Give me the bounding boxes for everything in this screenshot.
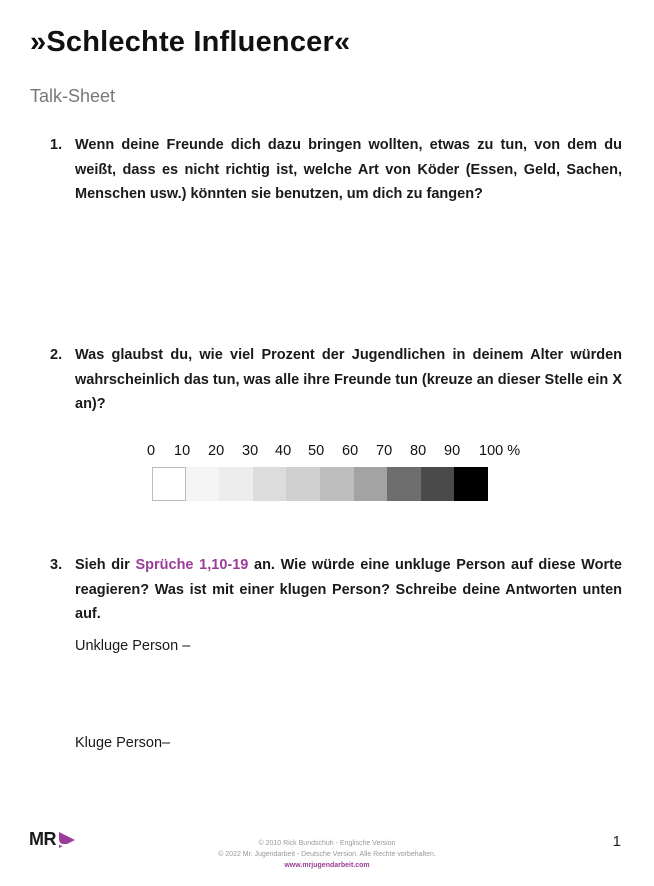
scale-label: 90 [444, 443, 461, 459]
copyright-line-1: © 2010 Rick Bundschuh - Englische Version [258, 840, 396, 847]
scale-label: 0 [147, 443, 156, 459]
question-1 [50, 133, 622, 207]
question-number: 1. [50, 137, 63, 153]
wise-person-label: Kluge Person– [75, 735, 171, 751]
footer-copyright [0, 838, 654, 871]
website-link[interactable]: www.mrjugendarbeit.com [284, 862, 370, 869]
scale-label: 70 [376, 443, 393, 459]
scale-label: 100 % [479, 443, 521, 459]
scale-cell[interactable] [152, 467, 186, 501]
scale-cell[interactable] [354, 467, 388, 501]
bible-reference-link[interactable]: Sprüche 1,10-19 [135, 557, 249, 573]
question-text-start: Sieh dir [75, 557, 136, 573]
page-title: »Schlechte Influencer« [30, 26, 351, 58]
scale-label: 40 [275, 443, 292, 459]
scale-cell[interactable] [219, 467, 253, 501]
scale-cell[interactable] [186, 467, 220, 501]
question-text [75, 553, 622, 627]
scale-label: 80 [410, 443, 427, 459]
page-number: 1 [612, 833, 621, 850]
scale-cell[interactable] [454, 467, 488, 501]
scale-cell[interactable] [387, 467, 421, 501]
question-number: 3. [50, 557, 63, 573]
question-2 [50, 343, 622, 417]
scale-cell[interactable] [320, 467, 354, 501]
scale-label: 50 [308, 443, 325, 459]
scale-label: 10 [174, 443, 191, 459]
question-text-end: an. Wie würde eine unkluge Person auf diese Worte reagieren? Was ist mit einer klugen Person? Schreibe deine Antworten unten auf. [75, 557, 622, 622]
unwise-person-label: Unkluge Person – [75, 638, 191, 654]
percent-scale-labels [144, 443, 524, 463]
copyright-line-2: © 2022 Mr. Jugendarbeit - Deutsche Version. Alle Rechte vorbehalten. [218, 851, 436, 858]
scale-cell[interactable] [286, 467, 320, 501]
scale-label: 60 [342, 443, 359, 459]
question-text: Wenn deine Freunde dich dazu bringen wollten, etwas zu tun, von dem du weißt, dass es nicht richtig ist, welche Art von Köder (Essen, Geld, Sachen, Menschen usw.) könnten sie benutzen, um dich zu fangen? [75, 137, 622, 202]
scale-label: 20 [208, 443, 225, 459]
page-subtitle: Talk-Sheet [30, 86, 116, 106]
scale-cell[interactable] [253, 467, 287, 501]
percent-scale-bar [152, 467, 488, 501]
logo-text: MR [29, 829, 56, 849]
scale-label: 30 [242, 443, 259, 459]
question-text: Was glaubst du, wie viel Prozent der Jugendlichen in deinem Alter würden wahrscheinlich das tun, was alle ihre Freunde tun (kreuze an dieser Stelle ein X an)? [75, 347, 622, 412]
scale-cell[interactable] [421, 467, 455, 501]
question-number: 2. [50, 347, 63, 363]
question-3 [50, 553, 622, 627]
